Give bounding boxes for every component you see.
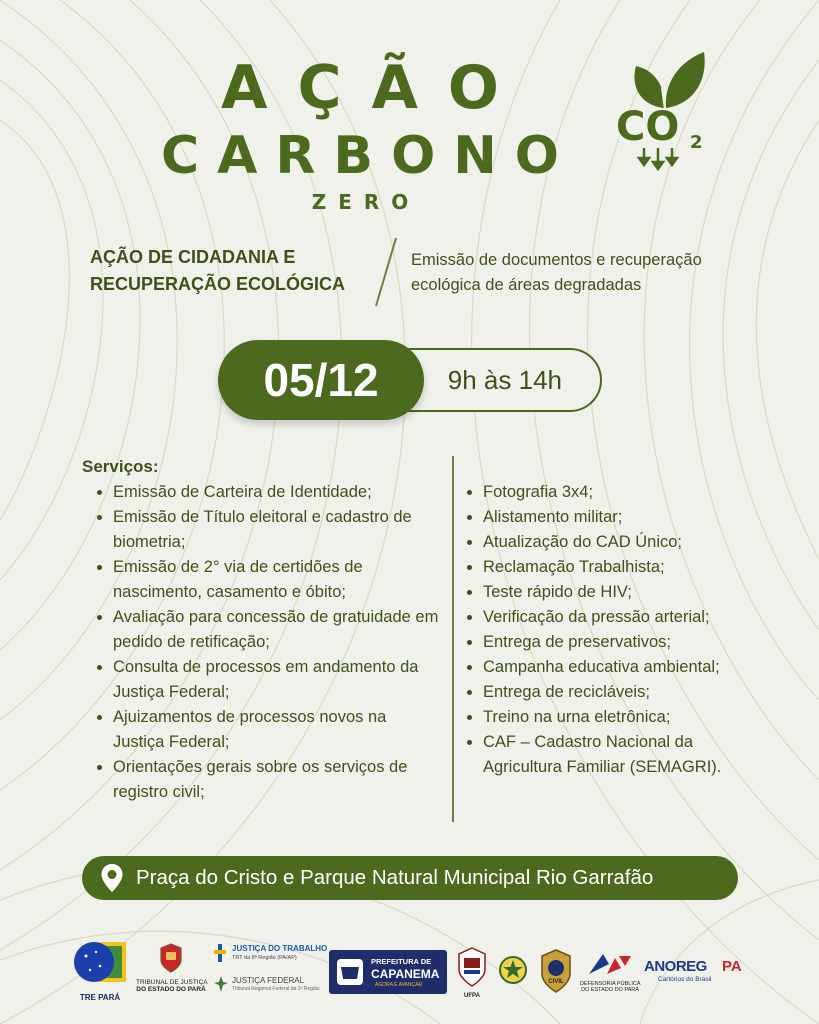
logo-justica-federal xyxy=(214,976,324,1000)
logo-ufpa xyxy=(455,946,489,1000)
list-item: Campanha educativa ambiental; xyxy=(467,655,767,680)
list-item: Emissão de Título eleitoral e cadastro de biometria; xyxy=(97,505,442,555)
services-list-left xyxy=(97,480,442,805)
list-item: Orientações gerais sobre os serviços de registro civil; xyxy=(97,755,442,805)
co2-subscript: 2 xyxy=(690,132,703,153)
trt-mark-icon xyxy=(214,944,228,962)
logo-anoreg-pa xyxy=(644,958,748,990)
list-item: Entrega de recicláveis; xyxy=(467,680,767,705)
pref-label-3: AGORA É AVANÇAR xyxy=(375,982,423,988)
ufpa-label: UFPA xyxy=(464,993,480,999)
anoreg-main: ANOREG xyxy=(644,958,707,975)
pref-label-2: CAPANEMA xyxy=(371,967,440,981)
list-item: Alistamento militar; xyxy=(467,505,767,530)
event-date: 05/12 xyxy=(263,354,379,406)
subtitle-right xyxy=(411,248,771,298)
trt-label-1: JUSTIÇA DO TRABALHO xyxy=(232,944,328,953)
dp-label-1: DEFENSORIA PÚBLICA xyxy=(580,981,641,987)
subtitle-right-line2: ecológica de áreas degradadas xyxy=(411,276,642,294)
civil-label: CIVIL xyxy=(548,979,564,985)
trt-label-2: TRT da 8ª Região (PA/AP) xyxy=(232,955,297,961)
tre-label: TRE PARÁ xyxy=(79,993,121,1002)
pref-label-1: PREFEITURA DE xyxy=(371,957,432,966)
list-item: CAF – Cadastro Nacional da Agricultura Familiar (SEMAGRI). xyxy=(467,730,767,780)
list-item: Emissão de 2° via de certidões de nascimento, casamento e óbito; xyxy=(97,555,442,605)
tre-globe-icon xyxy=(72,938,128,988)
list-item: Treino na urna eletrônica; xyxy=(467,705,767,730)
title-line-acao: AÇÃO xyxy=(221,53,529,123)
event-time: 9h às 14h xyxy=(447,364,562,395)
ufpa-crest-icon xyxy=(455,946,489,988)
list-item: Consulta de processos em andamento da Justiça Federal; xyxy=(97,655,442,705)
dp-label-2: DO ESTADO DO PARÁ xyxy=(581,987,639,993)
jf-mark-icon xyxy=(214,976,228,992)
services-heading: Serviços: xyxy=(82,457,159,476)
jf-label-2: Tribunal Regional Federal da 1ª Região xyxy=(232,986,320,992)
list-item: Fotografia 3x4; xyxy=(467,480,767,505)
logo-justica-trabalho xyxy=(214,944,328,970)
services-column-divider xyxy=(452,456,454,822)
list-item: Ajuizamentos de processos novos na Justiça Federal; xyxy=(97,705,442,755)
list-item: Atualização do CAD Único; xyxy=(467,530,767,555)
list-item: Emissão de Carteira de Identidade; xyxy=(97,480,442,505)
location-bar xyxy=(82,856,738,900)
logo-defensoria-publica xyxy=(580,950,640,998)
map-pin-icon xyxy=(100,863,124,893)
jf-label-1: JUSTIÇA FEDERAL xyxy=(232,976,305,985)
list-item: Teste rápido de HIV; xyxy=(467,580,767,605)
logo-policia-civil xyxy=(538,948,574,994)
list-item: Verificação da pressão arterial; xyxy=(467,605,767,630)
subtitle-left-line2: RECUPERAÇÃO ECOLÓGICA xyxy=(90,274,346,294)
subtitle-left-line1: AÇÃO DE CIDADANIA E xyxy=(90,247,296,267)
anoreg-sub: Cartórios do Brasil xyxy=(658,976,712,983)
partner-logos xyxy=(0,930,819,1010)
subtitle-left xyxy=(90,244,380,298)
subtitle-divider-slash xyxy=(370,236,400,308)
leaf-co2-icon xyxy=(612,48,712,173)
tj-crest-icon xyxy=(156,942,186,974)
capanema-crest-icon xyxy=(335,955,365,989)
tj-label-2: DO ESTADO DO PARÁ xyxy=(136,986,206,993)
logo-prefeitura-capanema xyxy=(329,950,447,994)
co2-text: CO xyxy=(616,104,680,150)
logo-tribunal-justica xyxy=(136,942,206,1002)
event-title xyxy=(100,53,620,214)
list-item: Reclamação Trabalhista; xyxy=(467,555,767,580)
subtitle-right-line1: Emissão de documentos e recuperação xyxy=(411,251,702,269)
location-text: Praça do Cristo e Parque Natural Municipal Rio Garrafão xyxy=(136,866,654,889)
defensoria-mark-icon xyxy=(585,950,635,976)
event-date-pill xyxy=(218,340,424,420)
list-item: Avaliação para concessão de gratuidade em pedido de retificação; xyxy=(97,605,442,655)
tj-label-1: TRIBUNAL DE JUSTIÇA xyxy=(136,979,208,986)
title-line-zero: ZERO xyxy=(311,190,421,214)
anoreg-pa: PA xyxy=(722,958,742,975)
services-list-right xyxy=(467,480,767,780)
list-item: Entrega de preservativos; xyxy=(467,630,767,655)
army-emblem-icon xyxy=(498,952,528,988)
title-line-carbono: CARBONO xyxy=(160,126,577,186)
logo-tre-para xyxy=(72,938,128,1002)
police-badge-icon xyxy=(538,948,574,994)
